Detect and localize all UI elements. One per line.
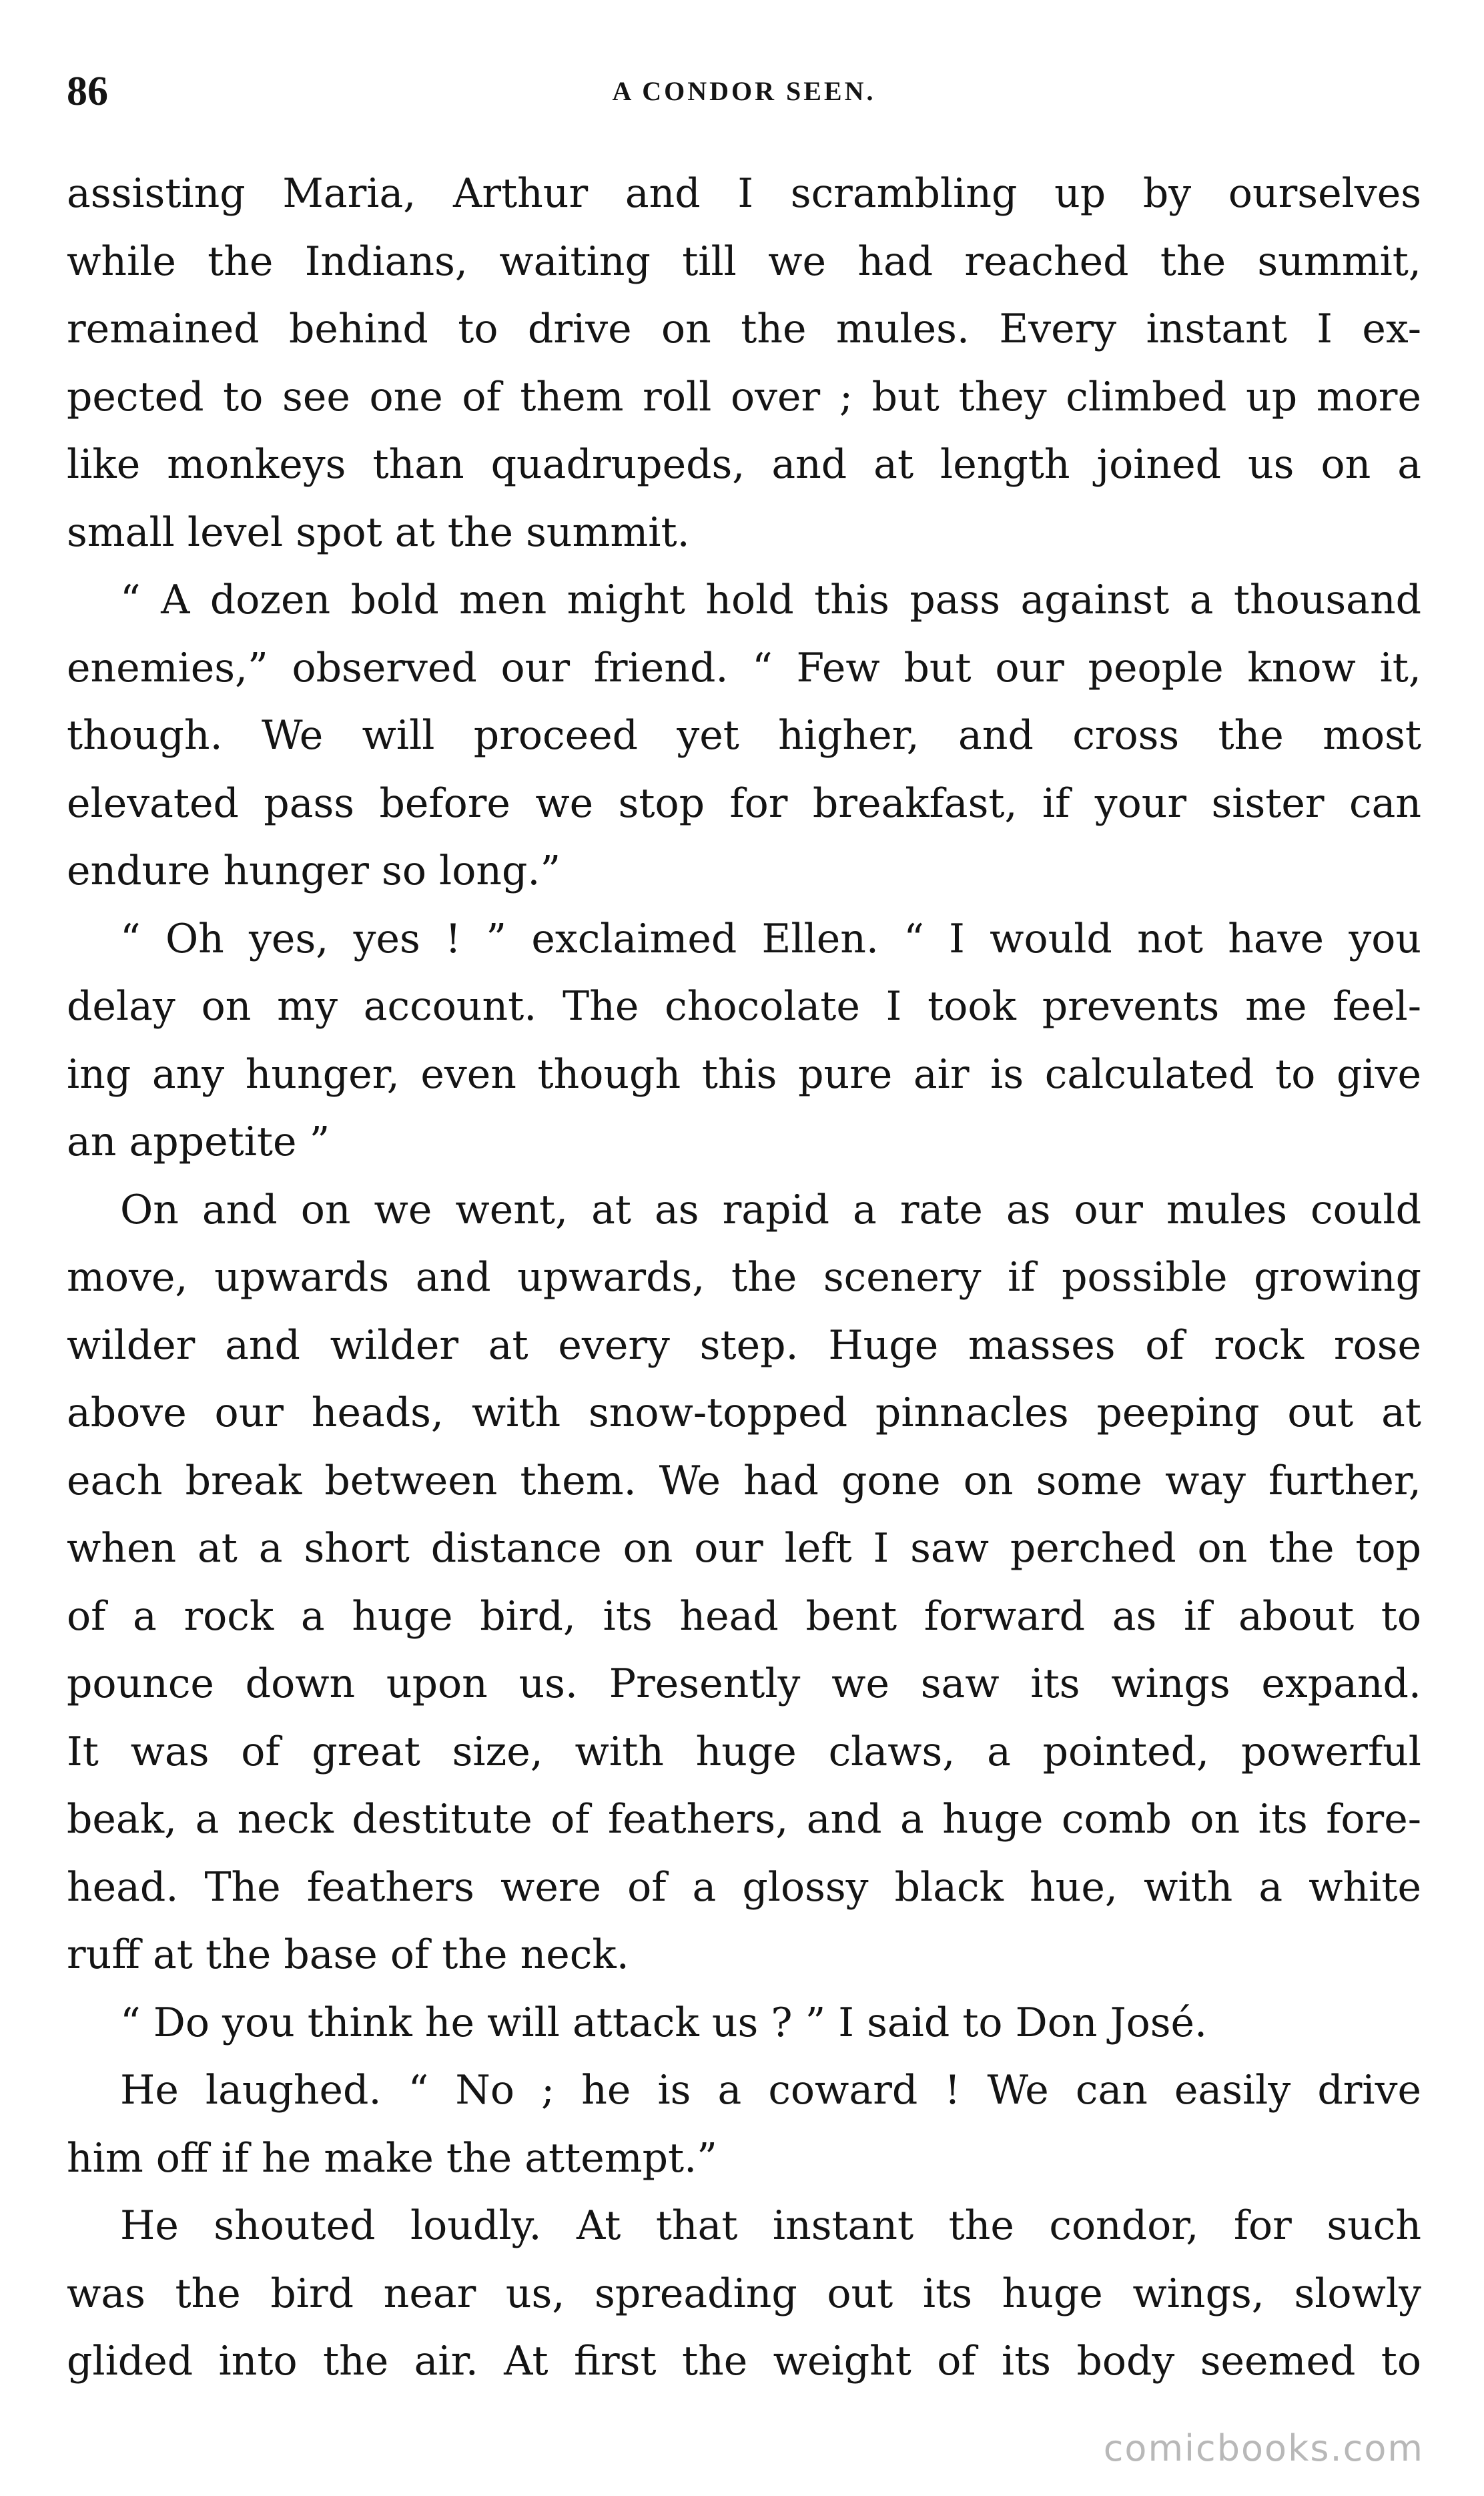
text-line: pounce down upon us. Presently we saw its wings expand.: [67, 1660, 1421, 1707]
text-line: pected to see one of them roll over ; but they climbed up more: [67, 373, 1421, 420]
text-line: each break between them. We had gone on some way further,: [67, 1457, 1421, 1504]
text-line: of a rock a huge bird, its head bent forward as if about to: [67, 1592, 1421, 1640]
text-line: above our heads, with snow-topped pinnacles peeping out at: [67, 1389, 1421, 1436]
text-line: an appetite ”: [67, 1119, 330, 1165]
text-line: He shouted loudly. At that instant the condor, for such: [120, 2202, 1421, 2249]
text-line: head. The feathers were of a glossy black hue, with a white: [67, 1863, 1421, 1911]
text-line: It was of great size, with huge claws, a pointed, powerful: [67, 1728, 1421, 1775]
text-line: beak, a neck destitute of feathers, and a huge comb on its fore-: [67, 1796, 1421, 1843]
text-line: assisting Maria, Arthur and I scrambling up by ourselves: [67, 170, 1421, 217]
text-line: ruff at the base of the neck.: [67, 1931, 629, 1978]
text-line: elevated pass before we stop for breakfast, if your sister can: [67, 779, 1421, 827]
text-line: “ A dozen bold men might hold this pass against a thousand: [120, 577, 1421, 623]
text-line: him off if he make the attempt.”: [67, 2134, 717, 2182]
text-line: endure hunger so long.”: [67, 848, 561, 894]
text-line: like monkeys than quadrupeds, and at length joined us on a: [67, 441, 1421, 488]
text-line: remained behind to drive on the mules. Every instant I ex-: [67, 306, 1421, 352]
page-number: 86: [67, 69, 108, 114]
text-line: when at a short distance on our left I saw perched on the top: [67, 1525, 1421, 1572]
body-text: [67, 160, 1421, 2396]
text-line: He laughed. “ No ; he is a coward ! We can easily drive: [120, 2067, 1421, 2114]
text-line: “ Oh yes, yes ! ” exclaimed Ellen. “ I would not have you: [120, 915, 1421, 962]
watermark: comicbooks.com: [1103, 2427, 1424, 2469]
text-line: delay on my account. The chocolate I took prevents me feel-: [67, 983, 1421, 1030]
text-line: enemies,” observed our friend. “ Few but our people know it,: [67, 644, 1421, 691]
text-line: small level spot at the summit.: [67, 509, 690, 556]
page-header: [67, 61, 1421, 121]
text-line: while the Indians, waiting till we had reached the summit,: [67, 238, 1421, 285]
text-line: move, upwards and upwards, the scenery if possible growing: [67, 1254, 1421, 1301]
text-line: was the bird near us, spreading out its huge wings, slowly: [67, 2270, 1421, 2317]
text-line: On and on we went, at as rapid a rate as our mules could: [120, 1186, 1421, 1233]
running-title: A CONDOR SEEN.: [612, 76, 876, 106]
text-line: ing any hunger, even though this pure air is calculated to give: [67, 1050, 1421, 1098]
text-line: glided into the air. At first the weight of its body seemed to: [67, 2338, 1421, 2385]
text-line: “ Do you think he will attack us ? ” I said to Don José.: [120, 1999, 1208, 2046]
text-line: though. We will proceed yet higher, and cross the most: [67, 712, 1421, 759]
text-line: wilder and wilder at every step. Huge masses of rock rose: [67, 1321, 1421, 1369]
